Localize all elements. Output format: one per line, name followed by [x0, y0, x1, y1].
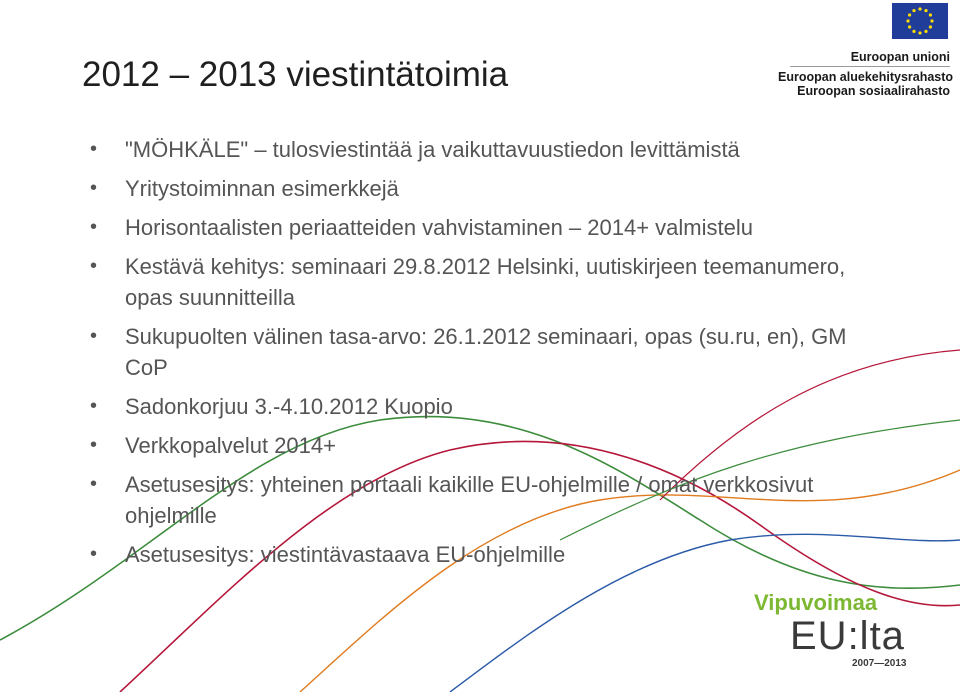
bullet-text: Sukupuolten välinen tasa-arvo: 26.1.2012 seminaari, opas (su.ru, en), GM CoP	[125, 324, 847, 380]
bullet-list	[80, 134, 860, 578]
bullet-item	[80, 251, 860, 313]
bullet-text: Kestävä kehitys: seminaari 29.8.2012 Helsinki, uutiskirjeen teemanumero, opas suunnitteilla	[125, 254, 846, 310]
bullet-text: Asetusesitys: viestintävastaava EU-ohjelmille	[125, 542, 566, 567]
eu-logo-line: Euroopan unioni	[850, 50, 950, 64]
vipuvoimaa-years: 2007—2013	[852, 658, 907, 669]
eu-logo-divider	[790, 66, 950, 67]
bullet-text: Verkkopalvelut 2014+	[125, 433, 336, 458]
slide-title: 2012 – 2013 viestintätoimia	[82, 55, 509, 94]
bullet-icon: •	[90, 473, 98, 495]
bullet-item	[80, 430, 860, 461]
bullet-icon: •	[90, 138, 98, 160]
eu-logo-line: Euroopan sosiaalirahasto	[797, 84, 950, 98]
eu-stars-icon	[892, 3, 948, 39]
bullet-icon: •	[90, 395, 98, 417]
bullet-text: "MÖHKÄLE" – tulosviestintää ja vaikuttavuustiedon levittämistä	[125, 137, 740, 162]
eu-logo-line: Euroopan aluekehitysrahasto	[778, 70, 954, 84]
bullet-text: Asetusesitys: yhteinen portaali kaikille EU-ohjelmille / omat verkkosivut ohjelmille	[125, 472, 814, 528]
eu-logo	[778, 3, 954, 98]
bullet-text: Yritystoiminnan esimerkkejä	[125, 176, 399, 201]
vipuvoimaa-title: Vipuvoimaa	[754, 590, 878, 615]
bullet-icon: •	[90, 255, 98, 277]
bullet-item	[80, 321, 860, 383]
bullet-icon: •	[90, 325, 98, 347]
eu-logo-text	[778, 50, 954, 98]
bullet-text: Sadonkorjuu 3.-4.10.2012 Kuopio	[125, 394, 453, 419]
bullet-icon: •	[90, 434, 98, 456]
bullet-item	[80, 391, 860, 422]
bullet-text: Horisontaalisten periaatteiden vahvistaminen – 2014+ valmistelu	[125, 215, 753, 240]
bullet-item	[80, 212, 860, 243]
bullet-item	[80, 539, 860, 570]
bullet-item	[80, 134, 860, 165]
bullet-item	[80, 469, 860, 531]
vipuvoimaa-wordmark: EU:lta	[790, 614, 905, 658]
eu-flag-icon	[892, 3, 948, 39]
bullet-icon: •	[90, 216, 98, 238]
bullet-icon: •	[90, 177, 98, 199]
bullet-item	[80, 173, 860, 204]
bullet-icon: •	[90, 543, 98, 565]
vipuvoimaa-logo	[754, 590, 944, 676]
